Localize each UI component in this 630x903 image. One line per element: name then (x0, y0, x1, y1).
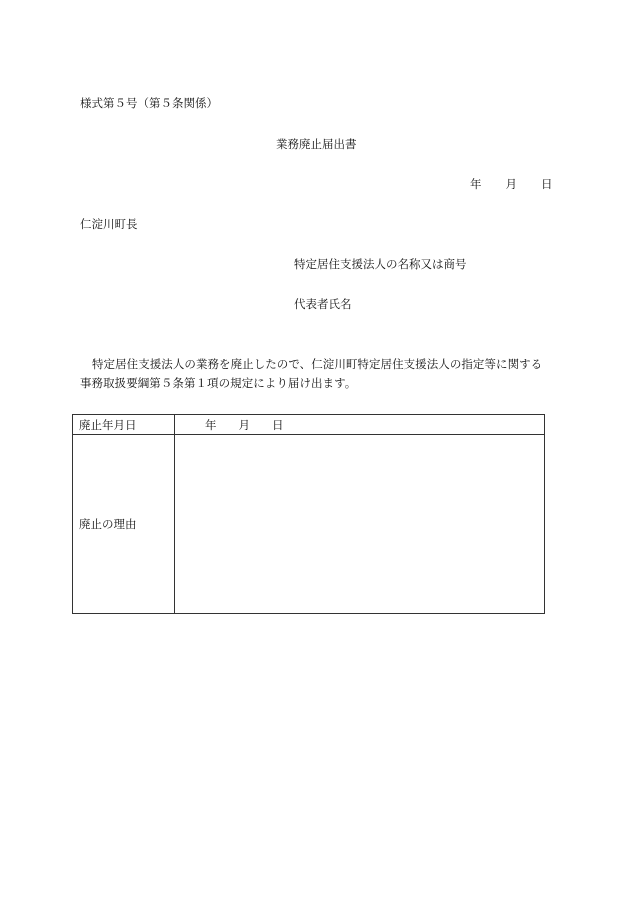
form-number: 様式第５号（第５条関係） (80, 96, 218, 110)
table-row (73, 415, 545, 435)
abolition-date-value (175, 415, 545, 435)
abolition-date-label: 廃止年月日 (73, 415, 175, 435)
table-row (73, 435, 545, 614)
abolition-info-table (72, 414, 545, 614)
addressee: 仁淀川町長 (80, 217, 138, 231)
abolition-reason-field (175, 435, 545, 614)
date-month-label: 月 (505, 177, 517, 191)
abolition-month-label: 月 (238, 417, 250, 432)
date-day-label: 日 (541, 177, 553, 191)
body-paragraph: 特定居住支援法人の業務を廃止したので、仁淀川町特定居住支援法人の指定等に関する事務取扱要綱第５条第１項の規定により届け出ます。 (80, 357, 543, 390)
abolition-reason-label: 廃止の理由 (73, 435, 175, 614)
abolition-day-label: 日 (272, 417, 284, 432)
submission-date (470, 177, 553, 191)
representative-name-label: 代表者氏名 (294, 297, 352, 311)
document-title: 業務廃止届出書 (276, 137, 357, 151)
corporation-name-label: 特定居住支援法人の名称又は商号 (294, 257, 467, 271)
abolition-year-label: 年 (205, 417, 217, 432)
date-year-label: 年 (470, 177, 482, 191)
